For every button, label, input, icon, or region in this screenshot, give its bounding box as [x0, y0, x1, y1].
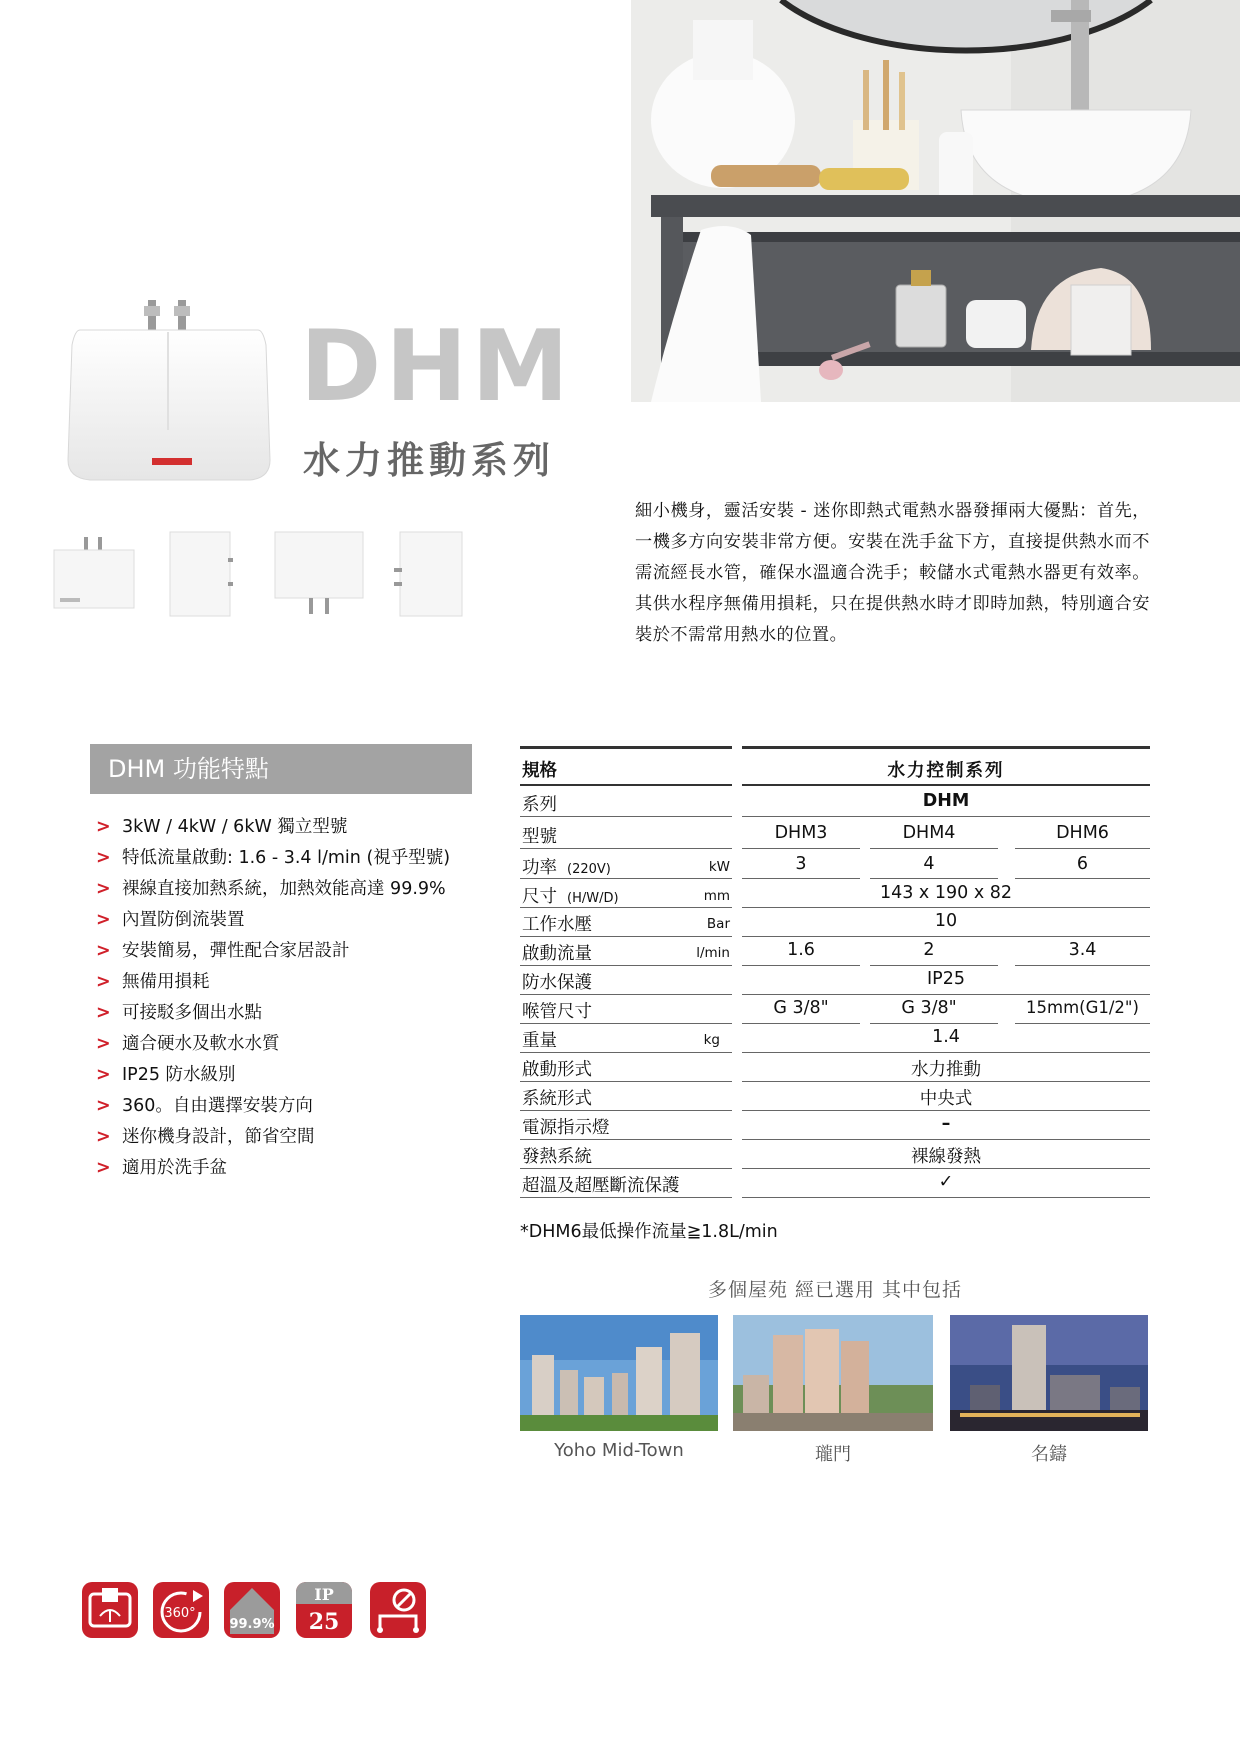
spec-row-model: 型號 DHM3 DHM4 DHM6: [522, 823, 1109, 847]
project-label-lung-mun: 瓏門: [815, 1444, 851, 1465]
hero-photo: [631, 0, 1240, 402]
projects-title: 多個屋苑 經已選用 其中包括: [707, 1279, 963, 1301]
spec-row-pressure: 工作水壓 Bar 10: [522, 911, 958, 935]
features-list: [96, 812, 450, 1184]
feature-item: > 360。自由選擇安裝方向: [96, 1096, 313, 1116]
rotate-360-icon: [153, 1582, 209, 1638]
feature-item: > 可接駁多個出水點: [96, 1003, 262, 1023]
feature-item: > 內置防倒流裝置: [96, 910, 245, 930]
svg-text:99.9%: 99.9%: [229, 1617, 275, 1632]
spec-row-power: 功率 (220V) kW 3 4 6: [522, 854, 1089, 878]
project-label-yoho: Yoho Mid-Town: [554, 1440, 684, 1461]
product-series-subtitle: 水力推動系列: [303, 439, 555, 482]
anti-backflow-icon: [370, 1582, 426, 1638]
spec-row-series: 系列 DHM: [522, 791, 970, 815]
spec-row-start: 啟動形式 水力推動: [522, 1060, 981, 1080]
spec-header-row: [520, 754, 1150, 783]
product-model-title: DHM: [300, 310, 573, 424]
feature-item: > 3kW / 4kW / 6kW 獨立型號: [96, 817, 348, 837]
features-header: DHM 功能特點: [90, 744, 472, 794]
spec-row-protect: 超溫及超壓斷流保護 ✓: [522, 1172, 954, 1196]
product-image: [60, 300, 280, 485]
feature-item: > 無備用損耗: [96, 972, 210, 992]
ip25-icon: [296, 1582, 352, 1638]
thumbnail-front: [50, 530, 138, 610]
feature-item: > 適用於洗手盆: [96, 1158, 227, 1178]
spec-row-size: 尺寸 (H/W/D) mm 143 x 190 x 82: [522, 883, 1013, 907]
feature-item: > 適合硬水及軟水水質: [96, 1034, 280, 1054]
project-label-ming-chu: 名鑄: [1031, 1444, 1067, 1465]
efficiency-icon: [224, 1582, 280, 1638]
intro-paragraph: 細小機身，靈活安裝 - 迷你即熱式電熱水器發揮兩大優點：首先，一機多方向安裝非常方便。安裝在洗手盆下方，直接提供熱水而不需流經長水管，確保水溫適合洗手；較儲水式電熱水器更有效率。其供水程序無備用損耗，只在提供熱水時才即時加熱，特別適合安裝於不需常用熱水的位置。: [635, 501, 1150, 645]
spec-header-left: 規格: [522, 761, 557, 781]
svg-text:25: 25: [308, 1609, 340, 1635]
feature-item: > 安裝簡易，彈性配合家居設計: [96, 941, 350, 961]
svg-text:IP: IP: [314, 1585, 334, 1604]
spec-row-flow: 啟動流量 l/min 1.6 2 3.4: [522, 940, 1097, 964]
spec-header-right: 水力控制系列: [887, 761, 1005, 781]
spec-row-pipe: 喉管尺寸 G 3/8" G 3/8" 15mm(G1/2"): [522, 998, 1139, 1022]
project-image-ming-chu: [950, 1315, 1148, 1431]
thumbnail-bottom: [273, 530, 365, 620]
spec-row-weight: 重量 kg 1.4: [522, 1027, 960, 1051]
project-image-yoho: [520, 1315, 718, 1431]
feature-item: > 特低流量啟動: 1.6 - 3.4 l/min (視乎型號): [96, 848, 451, 868]
footnote: *DHM6最低操作流量≧1.8L/min: [520, 1222, 778, 1242]
bare-wire-heater-icon: [82, 1582, 138, 1638]
feature-item: > 迷你機身設計，節省空間: [96, 1127, 315, 1147]
svg-text:360°: 360°: [164, 1606, 196, 1621]
thumbnail-left: [168, 530, 233, 620]
spec-row-indicator: 電源指示燈 –: [522, 1114, 951, 1138]
spec-row-system: 系統形式 中央式: [522, 1089, 973, 1109]
spec-row-heating: 發熱系統 裸線發熱: [522, 1147, 981, 1167]
feature-item: > IP25 防水級別: [96, 1065, 236, 1085]
product-thumbnails: [50, 530, 470, 620]
spec-row-ip: 防水保護 IP25: [522, 969, 965, 993]
project-image-lung-mun: [733, 1315, 933, 1431]
feature-item: > 裸線直接加熱系統，加熱效能高達 99.9%: [96, 879, 446, 899]
thumbnail-right: [390, 530, 465, 620]
